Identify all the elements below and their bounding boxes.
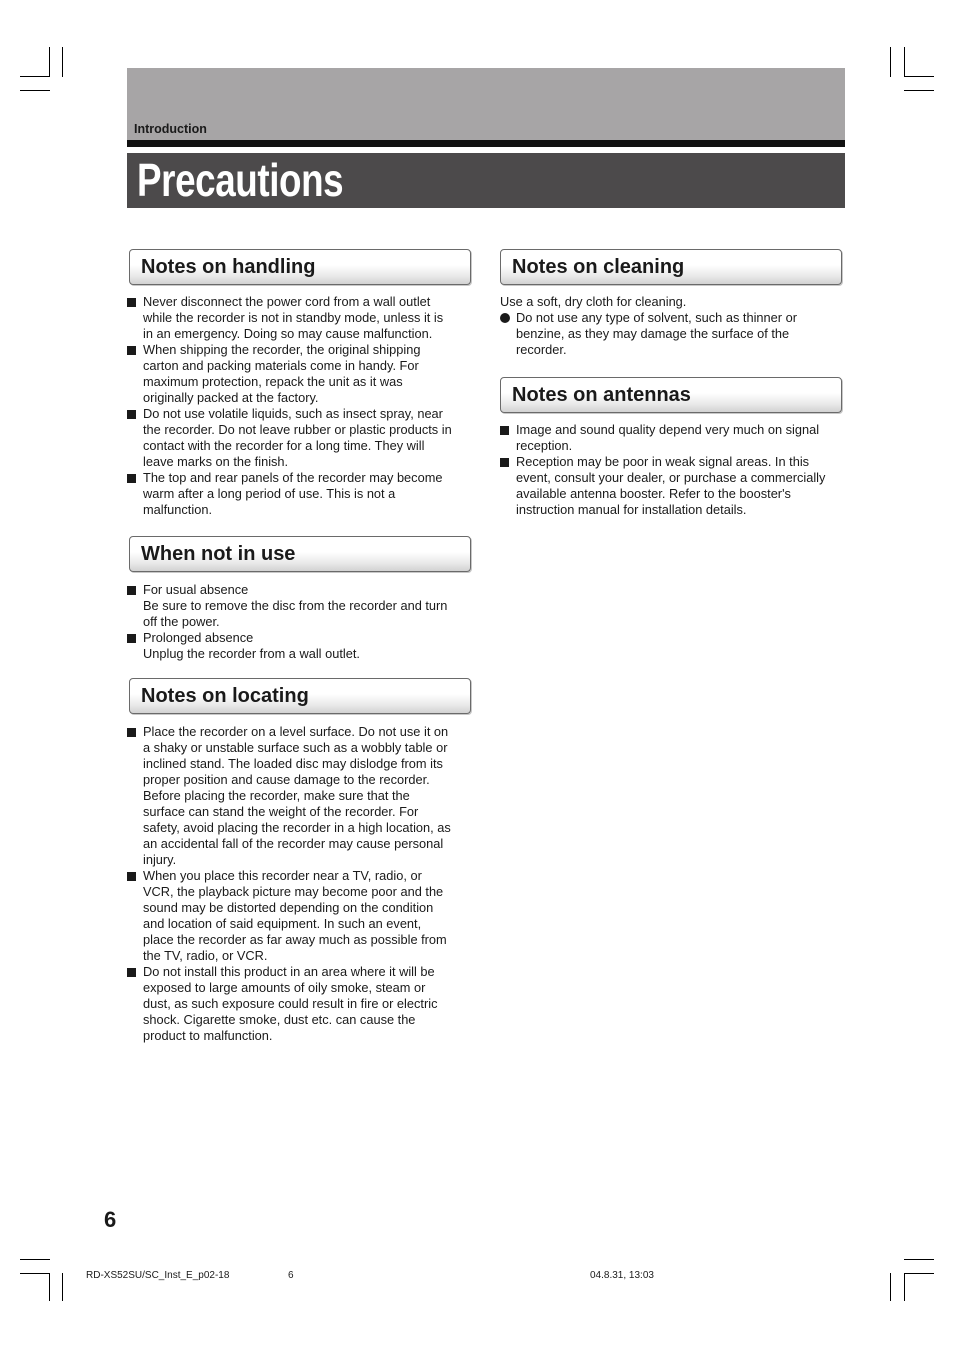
header-rule [127, 140, 845, 147]
square-bullet-icon [127, 298, 136, 307]
list-item: Do not use volatile liquids, such as insect spray, near the recorder. Do not leave rubber or plastic products in contact with the recorder for a long time. They will leave marks on the finish. [127, 406, 475, 470]
square-bullet-icon [127, 410, 136, 419]
locating-list [127, 724, 477, 1044]
list-item: Image and sound quality depend very much on signal reception. [500, 422, 852, 454]
antennas-heading: Notes on antennas [512, 384, 691, 406]
list-item: The top and rear panels of the recorder may become warm after a long period of use. This is not a malfunction. [127, 470, 475, 518]
antennas-heading-box [500, 377, 842, 413]
not-in-use-heading-box [129, 536, 471, 572]
list-item: Prolonged absence Unplug the recorder from a wall outlet. [127, 630, 475, 662]
list-item: Do not use any type of solvent, such as thinner or benzine, as they may damage the surface of the recorder. [500, 310, 848, 358]
footer-timestamp: 04.8.31, 13:03 [590, 1270, 654, 1281]
antennas-list [500, 422, 852, 518]
footer-page: 6 [288, 1270, 294, 1281]
not-in-use-list [127, 582, 475, 662]
list-item: When you place this recorder near a TV, radio, or VCR, the playback picture may become poor and the sound may be distorted depending on the condition and location of said equipment. In such an event, place the recorder as far away much as possible from the TV, radio, or VCR. [127, 868, 477, 964]
cleaning-intro: Use a soft, dry cloth for cleaning. [500, 294, 687, 309]
list-item: For usual absence Be sure to remove the disc from the recorder and turn off the power. [127, 582, 475, 630]
square-bullet-icon [127, 586, 136, 595]
square-bullet-icon [127, 474, 136, 483]
round-bullet-icon [500, 313, 510, 323]
square-bullet-icon [127, 634, 136, 643]
cleaning-heading-box [500, 249, 842, 285]
handling-heading: Notes on handling [141, 256, 316, 278]
header-band [127, 68, 845, 140]
square-bullet-icon [500, 426, 509, 435]
section-label: Introduction [134, 122, 207, 136]
list-item: Never disconnect the power cord from a wall outlet while the recorder is not in standby mode, unless it is in an emergency. Doing so may cause malfunction. [127, 294, 475, 342]
not-in-use-heading: When not in use [141, 543, 296, 565]
locating-heading: Notes on locating [141, 685, 309, 707]
list-item: When shipping the recorder, the original shipping carton and packing materials come in handy. For maximum protection, repack the unit as it was originally packed at the factory. [127, 342, 475, 406]
handling-heading-box [129, 249, 471, 285]
square-bullet-icon [127, 728, 136, 737]
locating-heading-box [129, 678, 471, 714]
cleaning-text [500, 294, 848, 358]
square-bullet-icon [127, 346, 136, 355]
square-bullet-icon [127, 968, 136, 977]
list-item: Reception may be poor in weak signal areas. In this event, consult your dealer, or purchase a commercially available antenna booster. Refer to the booster's instruction manual for installation details. [500, 454, 852, 518]
list-item: Do not install this product in an area where it will be exposed to large amounts of oily smoke, steam or dust, as such exposure could result in fire or electric shock. Cigarette smoke, dust etc. can cause the product to malfunction. [127, 964, 477, 1044]
cleaning-heading: Notes on cleaning [512, 256, 685, 278]
page-title: Precautions [137, 154, 344, 206]
page-number: 6 [104, 1207, 117, 1232]
footer-file: RD-XS52SU/SC_Inst_E_p02-18 [86, 1270, 230, 1281]
list-item: Place the recorder on a level surface. Do not use it on a shaky or unstable surface such as a wobbly table or inclined stand. The loaded disc may dislodge from its proper position and cause damage to the recorder. Before placing the recorder, make sure that the surface can stand the weight of the recorder. For safety, avoid placing the recorder in a high location, as an accidental fall of the recorder may cause personal injury. [127, 724, 477, 868]
handling-list [127, 294, 475, 518]
title-bar [127, 153, 845, 208]
square-bullet-icon [127, 872, 136, 881]
square-bullet-icon [500, 458, 509, 467]
